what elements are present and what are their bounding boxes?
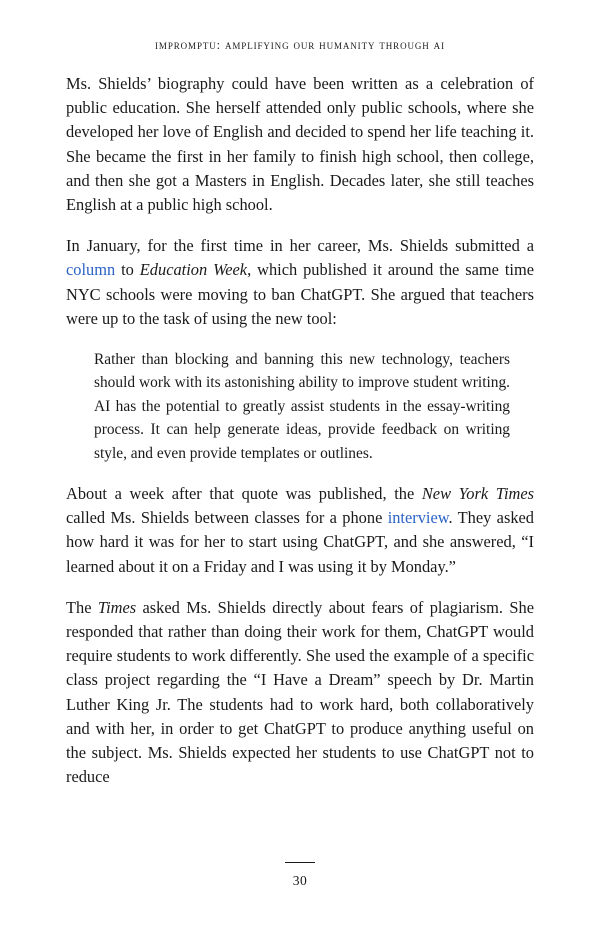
paragraph-2-text-part-1: In January, for the first time in her career, Ms. Shields submitted a [66,236,534,256]
blockquote [66,348,534,465]
paragraph-3-text-part-1: About a week after that quote was published, the [66,484,422,504]
paragraph-3-text-part-2: called Ms. Shields between classes for a phone [66,508,388,528]
interview-link[interactable]: interview [387,508,449,528]
paragraph-4-text-part-1: The [66,597,98,617]
paragraph-3-text-part-3: . They asked how hard it was for her to start using ChatGPT, and she answered, “I learned about it on a Friday and I was using it by Monday.” [66,508,534,576]
education-week-title: Education Week [139,260,248,280]
blockquote-text: Rather than blocking and banning this new technology, teachers should work with its astonishing ability to improve student writing. AI has the potential to greatly assist students in the essay-writing process. It can help generate ideas, provide feedback on writing style, and even provide templates or outlines. [94,351,510,462]
page-footer [0,862,600,889]
paragraph-2 [66,234,534,331]
page-number: 30 [292,873,308,888]
column-link[interactable]: column [66,260,116,280]
page-body [66,72,534,790]
paragraph-2-text-part-2: to [115,260,140,280]
running-head: impromptu: amplifying our humanity through ai [155,38,445,52]
new-york-times-title: New York Times [421,484,534,504]
paragraph-1 [66,72,534,217]
paragraph-1-text: Ms. Shields’ biography could have been written as a celebration of public education. She herself attended only public schools, where she developed her love of English and decided to spend her life teaching it. She became the first in her family to finish high school, then college, and then she got a Masters in English. Decades later, she still teaches English at a public high school. [66,74,534,215]
paragraph-2-text-part-3: , which published it around the same time NYC schools were moving to ban ChatGPT. She argued that teachers were up to the task of using the new tool: [66,260,534,328]
paragraph-4 [66,596,534,790]
times-title: Times [97,597,137,617]
footer-divider [285,862,315,863]
paragraph-4-text-part-2: asked Ms. Shields directly about fears of plagiarism. She responded that rather than doing their work for them, ChatGPT would require students to work differently. She used the example of a specific class project regarding the “I Have a Dream” speech by Dr. Martin Luther King Jr. The students had to work hard, both collaboratively and with her, in order to get ChatGPT to produce anything useful on the subject. Ms. Shields expected her students to use ChatGPT not to reduce [66,597,534,787]
paragraph-3 [66,482,534,579]
